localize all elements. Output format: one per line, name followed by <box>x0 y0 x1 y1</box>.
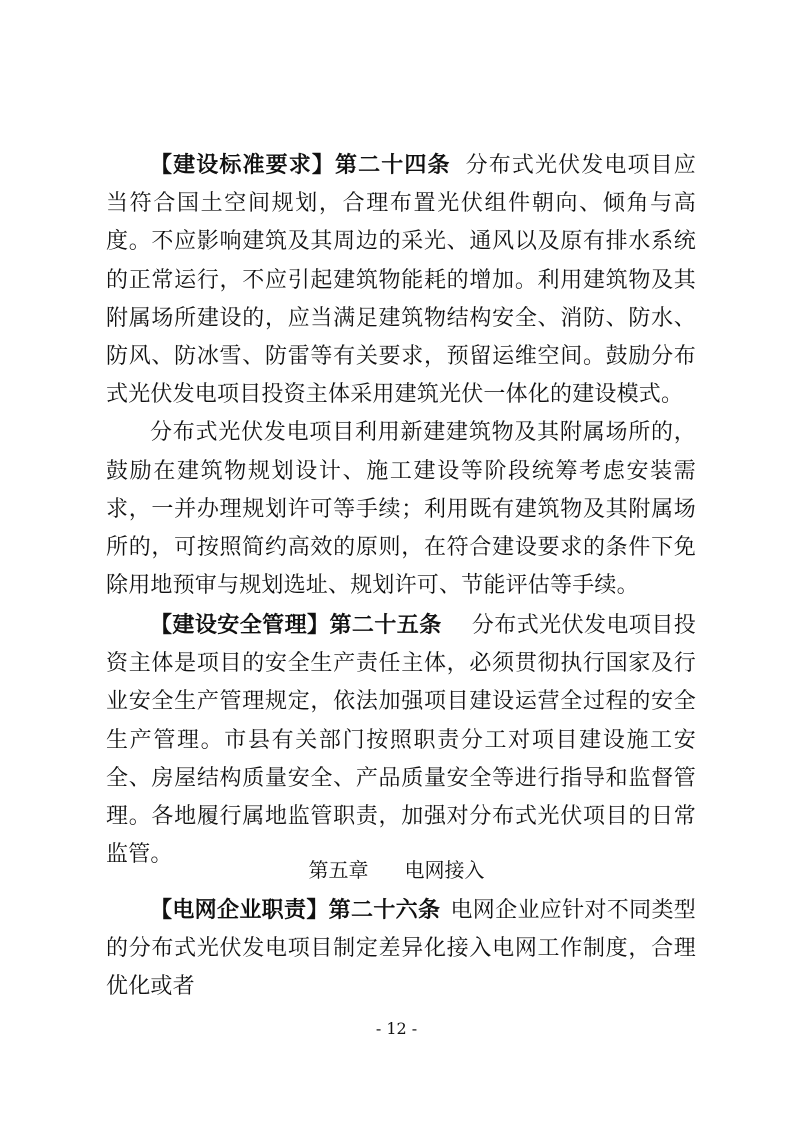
chapter-title: 电网接入 <box>404 858 485 882</box>
article-25-body: 分布式光伏发电项目投资主体是项目的安全生产责任主体，必须贯彻执行国家及行业安全生产管理规定，依法加强项目建设运营全过程的安全生产管理。市县有关部门按照职责分工对项目建设施工安全、房屋结构质量安全、产品质量安全等进行指导和监督管理。各地履行属地监管职责，加强对分布式光伏项目的日常监管。 <box>106 613 696 868</box>
chapter-heading <box>0 855 793 885</box>
page-number: - 12 - <box>375 1019 418 1038</box>
article-24-paragraph <box>106 147 696 414</box>
article-24-body: 分布式光伏发电项目应当符合国土空间规划，合理布置光伏组件朝向、倾角与高度。不应影响建筑及其周边的采光、通风以及原有排水系统的正常运行，不应引起建筑物能耗的增加。利用建筑物及其附属场所建设的，应当满足建筑物结构安全、消防、防水、防风、防冰雪、防雷等有关要求，预留运维空间。鼓励分布式光伏发电项目投资主体采用建筑光伏一体化的建设模式。 <box>106 153 696 408</box>
chapter-number: 第五章 <box>308 858 369 882</box>
article-26-body: 电网企业应针对不同类型的分布式光伏发电项目制定差异化接入电网工作制度，合理优化或者 <box>106 898 696 1000</box>
article-24-paragraph-2: 分布式光伏发电项目利用新建建筑物及其附属场所的，鼓励在建筑物规划设计、施工建设等阶段统筹考虑安装需求，一并办理规划许可等手续；利用既有建筑物及其附属场所的，可按照简约高效的原则，在符合建设要求的条件下免除用地预审与规划选址、规划许可、节能评估等手续。 <box>106 420 696 599</box>
article-26-heading: 【电网企业职责】第二十六条 <box>150 898 441 923</box>
article-26-paragraph <box>106 892 696 1007</box>
article-24-heading: 【建设标准要求】第二十四条 <box>150 153 451 178</box>
article-25-heading: 【建设安全管理】第二十五条 <box>150 613 442 638</box>
article-25-paragraph <box>106 607 696 874</box>
article-25-block <box>106 607 696 874</box>
article-24-block <box>106 147 696 605</box>
article-26-block <box>106 892 696 1007</box>
